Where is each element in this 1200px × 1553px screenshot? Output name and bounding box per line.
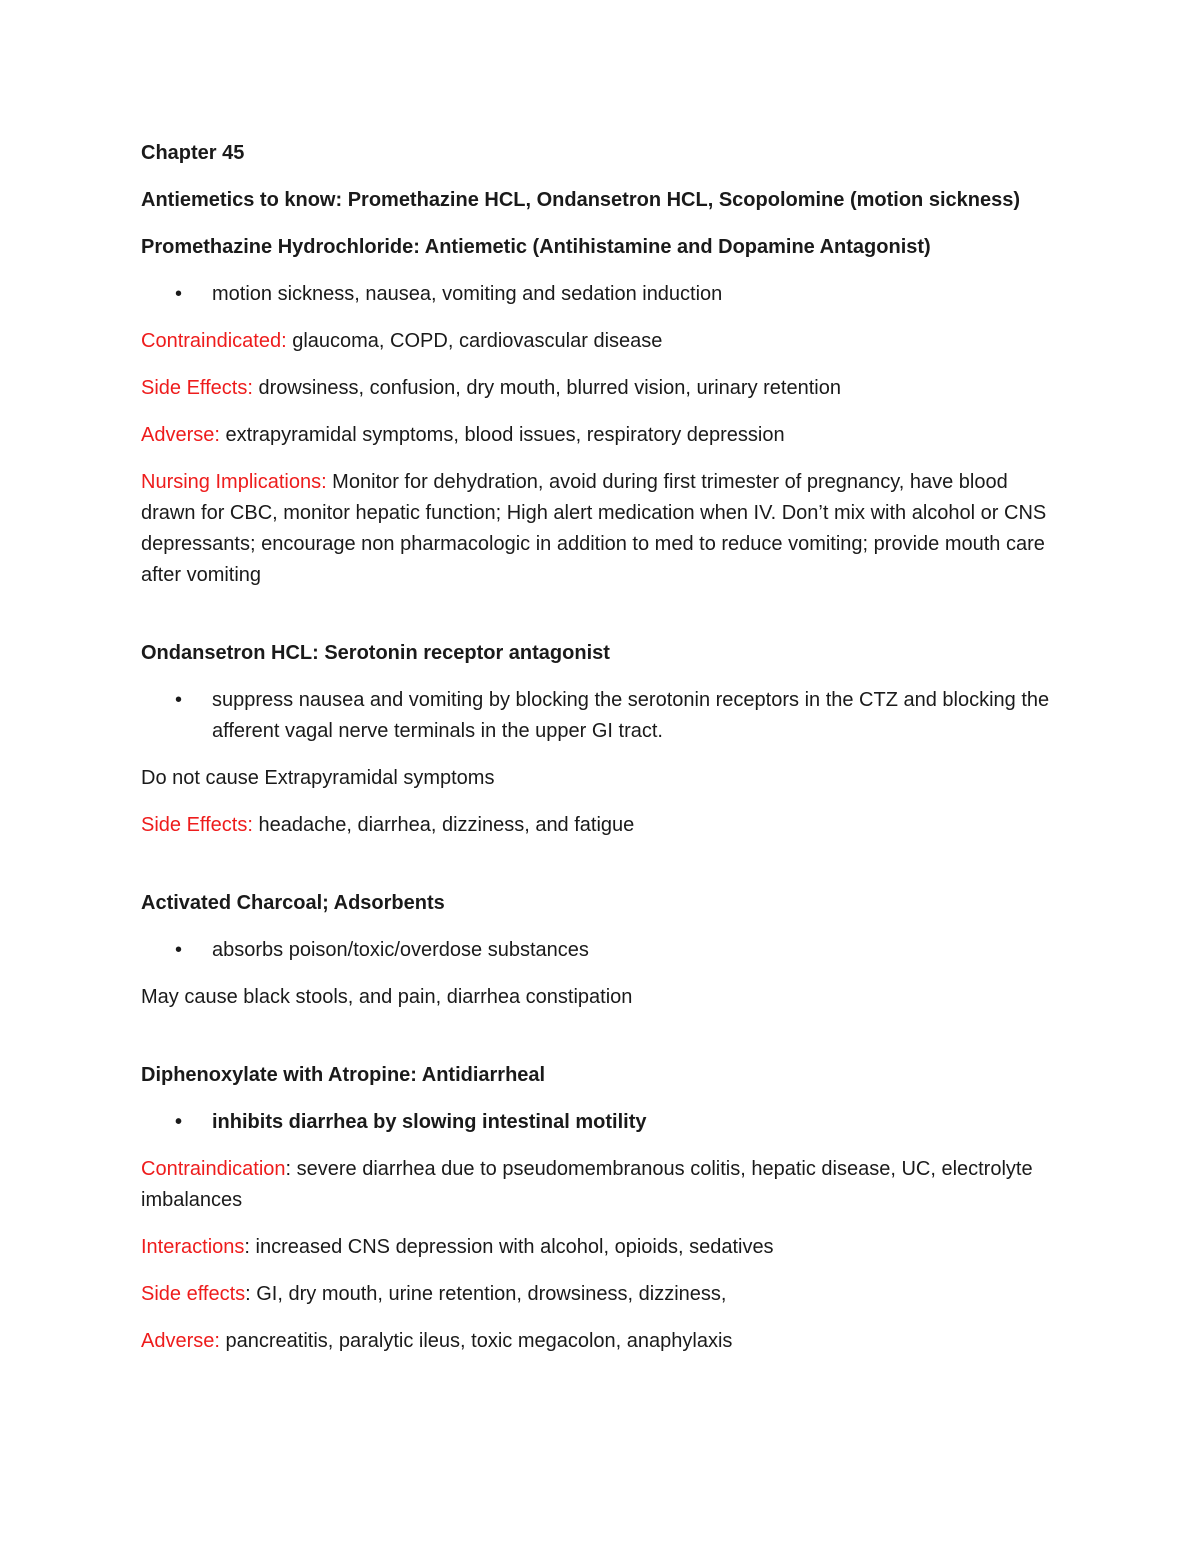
promethazine-adverse: Adverse: extrapyramidal symptoms, blood issues, respiratory depression [141, 424, 785, 446]
promethazine-bullets [141, 279, 1061, 310]
document-page [141, 138, 1061, 1373]
diphenoxylate-heading: Diphenoxylate with Atropine: Antidiarrheal [141, 1064, 546, 1086]
diphenoxylate-bullets [141, 1107, 1061, 1138]
chapter-title: Chapter 45 [141, 142, 245, 164]
bullet-icon: • [175, 283, 183, 305]
list-item: • motion sickness, nausea, vomiting and sedation induction [141, 279, 1061, 310]
spacer [141, 857, 1061, 888]
charcoal-heading: Activated Charcoal; Adsorbents [141, 892, 445, 914]
diphenoxylate-interactions: Interactions: increased CNS depression with alcohol, opioids, sedatives [141, 1236, 774, 1258]
bullet-icon: • [175, 939, 183, 961]
intro-line: Antiemetics to know: Promethazine HCL, Ondansetron HCL, Scopolomine (motion sickness) [141, 189, 1020, 211]
diphenoxylate-side-effects: Side effects: GI, dry mouth, urine retention, drowsiness, dizziness, [141, 1283, 727, 1305]
ondansetron-side-effects: Side Effects: headache, diarrhea, dizziness, and fatigue [141, 814, 635, 836]
promethazine-heading: Promethazine Hydrochloride: Antiemetic (Antihistamine and Dopamine Antagonist) [141, 236, 931, 258]
spacer [141, 607, 1061, 638]
promethazine-contraindicated: Contraindicated: glaucoma, COPD, cardiovascular disease [141, 330, 663, 352]
list-item: • absorbs poison/toxic/overdose substances [141, 935, 1061, 966]
charcoal-bullets [141, 935, 1061, 966]
list-item: • inhibits diarrhea by slowing intestinal motility [141, 1107, 1061, 1138]
bullet-icon: • [175, 689, 183, 711]
charcoal-note: May cause black stools, and pain, diarrhea constipation [141, 986, 633, 1008]
promethazine-nursing: Nursing Implications: Monitor for dehydration, avoid during first trimester of pregnancy, have blood drawn for CBC, monitor hepatic function; High alert medication when IV. Don’t mix with alcohol or CNS depressants; encourage non pharmacologic in addition to med to reduce vomiting; provide mouth care after vomiting [141, 471, 1047, 586]
ondansetron-note: Do not cause Extrapyramidal symptoms [141, 767, 495, 789]
diphenoxylate-contraindication: Contraindication: severe diarrhea due to pseudomembranous colitis, hepatic disease, UC, electrolyte imbalances [141, 1158, 1033, 1211]
list-item: • suppress nausea and vomiting by blocking the serotonin receptors in the CTZ and blocking the afferent vagal nerve terminals in the upper GI tract. [141, 685, 1061, 747]
ondansetron-heading: Ondansetron HCL: Serotonin receptor antagonist [141, 642, 610, 664]
promethazine-side-effects: Side Effects: drowsiness, confusion, dry mouth, blurred vision, urinary retention [141, 377, 841, 399]
spacer [141, 1029, 1061, 1060]
bullet-icon: • [175, 1111, 183, 1133]
diphenoxylate-adverse: Adverse: pancreatitis, paralytic ileus, toxic megacolon, anaphylaxis [141, 1330, 733, 1352]
ondansetron-bullets [141, 685, 1061, 747]
